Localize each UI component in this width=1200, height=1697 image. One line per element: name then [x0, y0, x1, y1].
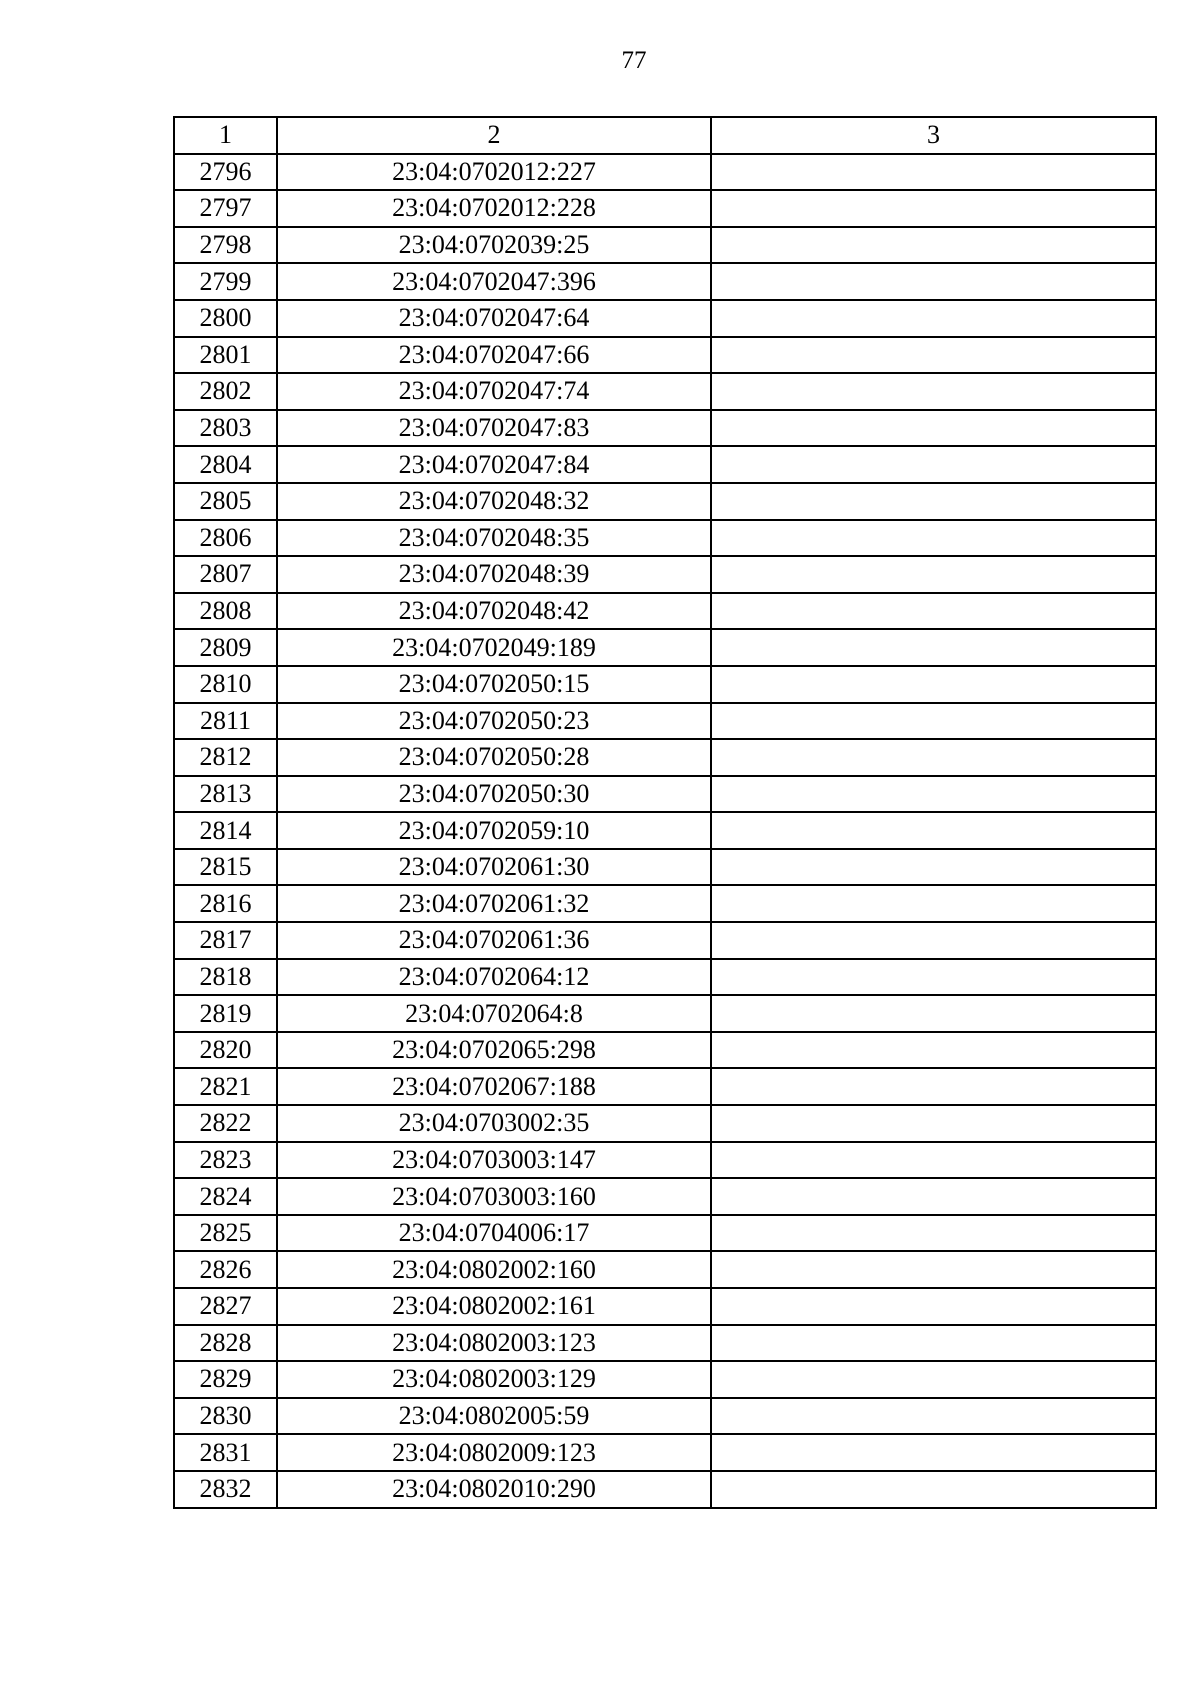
cadastral-number-cell: 23:04:0702059:10: [277, 812, 711, 849]
table-row: [174, 483, 1156, 520]
notes-cell: [711, 483, 1156, 520]
cadastral-number-cell: 23:04:0702061:30: [277, 849, 711, 886]
table-row: [174, 629, 1156, 666]
row-number-cell: 2832: [174, 1471, 277, 1508]
row-number-cell: 2820: [174, 1032, 277, 1069]
table-row: [174, 1142, 1156, 1179]
cadastral-number-cell: 23:04:0702048:42: [277, 593, 711, 630]
table-row: [174, 337, 1156, 374]
table-row: [174, 849, 1156, 886]
row-number-cell: 2796: [174, 154, 277, 191]
cadastral-number-cell: 23:04:0702047:64: [277, 300, 711, 337]
notes-cell: [711, 337, 1156, 374]
cadastral-number-cell: 23:04:0702048:39: [277, 556, 711, 593]
row-number-cell: 2828: [174, 1325, 277, 1362]
notes-cell: [711, 812, 1156, 849]
table-row: [174, 1251, 1156, 1288]
cadastral-number-cell: 23:04:0802002:161: [277, 1288, 711, 1325]
cadastral-number-cell: 23:04:0702012:228: [277, 190, 711, 227]
table-header: [174, 117, 1156, 154]
notes-cell: [711, 190, 1156, 227]
cadastral-number-cell: 23:04:0802003:129: [277, 1361, 711, 1398]
notes-cell: [711, 154, 1156, 191]
row-number-cell: 2822: [174, 1105, 277, 1142]
row-number-cell: 2811: [174, 703, 277, 740]
table-row: [174, 885, 1156, 922]
notes-cell: [711, 1434, 1156, 1471]
notes-cell: [711, 410, 1156, 447]
cadastral-number-cell: 23:04:0802010:290: [277, 1471, 711, 1508]
table-row: [174, 373, 1156, 410]
table-row: [174, 922, 1156, 959]
cadastral-number-cell: 23:04:0802005:59: [277, 1398, 711, 1435]
table-row: [174, 776, 1156, 813]
data-table: [173, 116, 1157, 1509]
row-number-cell: 2825: [174, 1215, 277, 1252]
cadastral-number-cell: 23:04:0702049:189: [277, 629, 711, 666]
cadastral-number-cell: 23:04:0702047:84: [277, 446, 711, 483]
notes-cell: [711, 739, 1156, 776]
cadastral-number-cell: 23:04:0702065:298: [277, 1032, 711, 1069]
table-row: [174, 227, 1156, 264]
table-row: [174, 300, 1156, 337]
row-number-cell: 2821: [174, 1068, 277, 1105]
cadastral-number-cell: 23:04:0702064:12: [277, 959, 711, 996]
cadastral-number-cell: 23:04:0703003:160: [277, 1178, 711, 1215]
row-number-cell: 2826: [174, 1251, 277, 1288]
row-number-cell: 2802: [174, 373, 277, 410]
column-header-3: 3: [711, 117, 1156, 154]
notes-cell: [711, 849, 1156, 886]
notes-cell: [711, 959, 1156, 996]
row-number-cell: 2809: [174, 629, 277, 666]
notes-cell: [711, 1398, 1156, 1435]
table-row: [174, 1288, 1156, 1325]
row-number-cell: 2830: [174, 1398, 277, 1435]
page-number: 77: [621, 47, 647, 74]
cadastral-number-cell: 23:04:0702047:66: [277, 337, 711, 374]
row-number-cell: 2829: [174, 1361, 277, 1398]
column-header-2: 2: [277, 117, 711, 154]
table-row: [174, 410, 1156, 447]
notes-cell: [711, 556, 1156, 593]
table-row: [174, 959, 1156, 996]
row-number-cell: 2797: [174, 190, 277, 227]
notes-cell: [711, 1215, 1156, 1252]
table-row: [174, 190, 1156, 227]
row-number-cell: 2812: [174, 739, 277, 776]
notes-cell: [711, 593, 1156, 630]
table-row: [174, 703, 1156, 740]
row-number-cell: 2818: [174, 959, 277, 996]
notes-cell: [711, 1032, 1156, 1069]
notes-cell: [711, 703, 1156, 740]
notes-cell: [711, 995, 1156, 1032]
notes-cell: [711, 885, 1156, 922]
table-row: [174, 520, 1156, 557]
table-row: [174, 556, 1156, 593]
notes-cell: [711, 1178, 1156, 1215]
notes-cell: [711, 227, 1156, 264]
cadastral-number-cell: 23:04:0702047:74: [277, 373, 711, 410]
row-number-cell: 2831: [174, 1434, 277, 1471]
cadastral-number-cell: 23:04:0702047:83: [277, 410, 711, 447]
notes-cell: [711, 1142, 1156, 1179]
table-row: [174, 1471, 1156, 1508]
table-row: [174, 154, 1156, 191]
cadastral-number-cell: 23:04:0703003:147: [277, 1142, 711, 1179]
table-row: [174, 1361, 1156, 1398]
row-number-cell: 2810: [174, 666, 277, 703]
row-number-cell: 2816: [174, 885, 277, 922]
row-number-cell: 2814: [174, 812, 277, 849]
row-number-cell: 2801: [174, 337, 277, 374]
table-row: [174, 995, 1156, 1032]
table-row: [174, 666, 1156, 703]
cadastral-number-cell: 23:04:0702050:23: [277, 703, 711, 740]
notes-cell: [711, 666, 1156, 703]
cadastral-number-cell: 23:04:0702048:35: [277, 520, 711, 557]
cadastral-number-cell: 23:04:0702061:32: [277, 885, 711, 922]
table-row: [174, 1398, 1156, 1435]
notes-cell: [711, 446, 1156, 483]
notes-cell: [711, 1288, 1156, 1325]
column-header-1: 1: [174, 117, 277, 154]
row-number-cell: 2808: [174, 593, 277, 630]
table-row: [174, 446, 1156, 483]
notes-cell: [711, 263, 1156, 300]
row-number-cell: 2805: [174, 483, 277, 520]
notes-cell: [711, 922, 1156, 959]
notes-cell: [711, 629, 1156, 666]
row-number-cell: 2815: [174, 849, 277, 886]
row-number-cell: 2819: [174, 995, 277, 1032]
cadastral-number-cell: 23:04:0702048:32: [277, 483, 711, 520]
cadastral-number-cell: 23:04:0702050:28: [277, 739, 711, 776]
row-number-cell: 2803: [174, 410, 277, 447]
notes-cell: [711, 776, 1156, 813]
notes-cell: [711, 1105, 1156, 1142]
notes-cell: [711, 520, 1156, 557]
table-row: [174, 812, 1156, 849]
table-row: [174, 1178, 1156, 1215]
table-row: [174, 739, 1156, 776]
table-row: [174, 263, 1156, 300]
table-body: [174, 154, 1156, 1508]
row-number-cell: 2799: [174, 263, 277, 300]
table-row: [174, 1434, 1156, 1471]
row-number-cell: 2824: [174, 1178, 277, 1215]
row-number-cell: 2807: [174, 556, 277, 593]
notes-cell: [711, 1471, 1156, 1508]
notes-cell: [711, 1068, 1156, 1105]
cadastral-number-cell: 23:04:0702064:8: [277, 995, 711, 1032]
cadastral-number-cell: 23:04:0702067:188: [277, 1068, 711, 1105]
notes-cell: [711, 1361, 1156, 1398]
row-number-cell: 2800: [174, 300, 277, 337]
cadastral-number-cell: 23:04:0802009:123: [277, 1434, 711, 1471]
notes-cell: [711, 1251, 1156, 1288]
cadastral-number-cell: 23:04:0703002:35: [277, 1105, 711, 1142]
table-row: [174, 593, 1156, 630]
table-header-row: [174, 117, 1156, 154]
row-number-cell: 2823: [174, 1142, 277, 1179]
cadastral-number-cell: 23:04:0704006:17: [277, 1215, 711, 1252]
row-number-cell: 2804: [174, 446, 277, 483]
row-number-cell: 2817: [174, 922, 277, 959]
table-row: [174, 1032, 1156, 1069]
cadastral-number-cell: 23:04:0702061:36: [277, 922, 711, 959]
cadastral-number-cell: 23:04:0702039:25: [277, 227, 711, 264]
cadastral-number-cell: 23:04:0702047:396: [277, 263, 711, 300]
row-number-cell: 2827: [174, 1288, 277, 1325]
cadastral-number-cell: 23:04:0702012:227: [277, 154, 711, 191]
cadastral-number-cell: 23:04:0802002:160: [277, 1251, 711, 1288]
cadastral-number-cell: 23:04:0702050:30: [277, 776, 711, 813]
row-number-cell: 2798: [174, 227, 277, 264]
row-number-cell: 2806: [174, 520, 277, 557]
table-row: [174, 1325, 1156, 1362]
row-number-cell: 2813: [174, 776, 277, 813]
cadastral-number-cell: 23:04:0802003:123: [277, 1325, 711, 1362]
table-row: [174, 1105, 1156, 1142]
cadastral-number-cell: 23:04:0702050:15: [277, 666, 711, 703]
table-row: [174, 1215, 1156, 1252]
notes-cell: [711, 1325, 1156, 1362]
table-row: [174, 1068, 1156, 1105]
notes-cell: [711, 373, 1156, 410]
notes-cell: [711, 300, 1156, 337]
